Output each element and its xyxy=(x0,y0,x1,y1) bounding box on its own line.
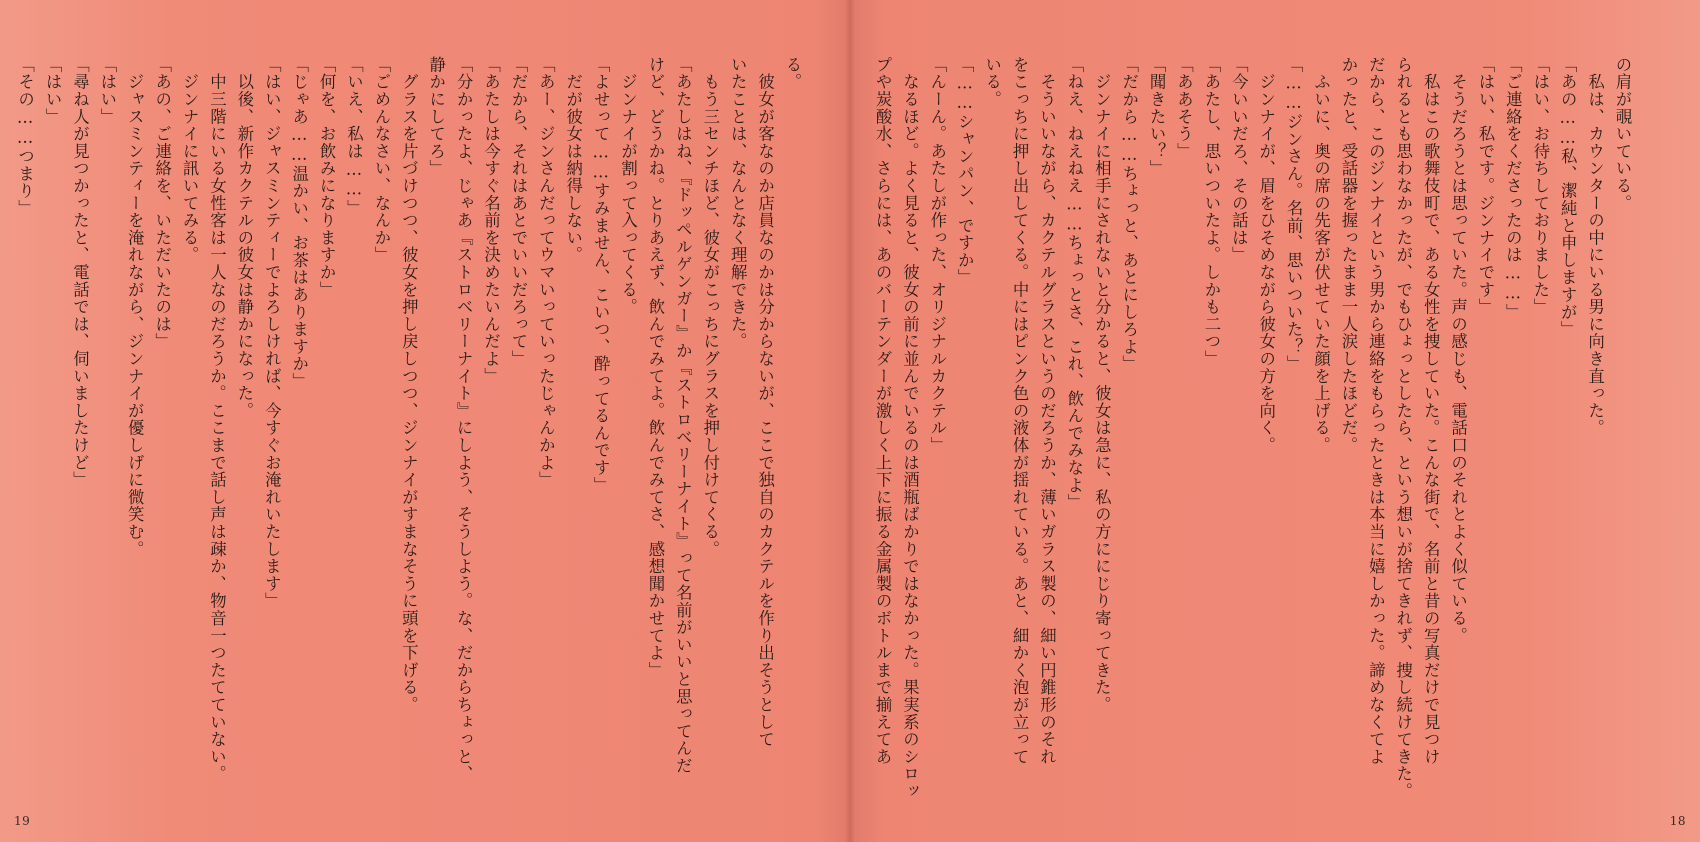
text-line: 「はい、ジャスミンティーでよろしければ、今すぐお淹れいたします」 xyxy=(262,56,282,610)
right-page-number: 18 xyxy=(1669,814,1686,828)
text-line: 「ああそう」 xyxy=(1174,56,1194,160)
left-page-number: 19 xyxy=(14,814,31,828)
text-line: いる。 xyxy=(982,56,1002,108)
text-line: 「あの……私、潔純と申しますが」 xyxy=(1558,56,1578,338)
text-line: もう三センチほど、彼女がこっちにグラスを押し付けてくる。 xyxy=(700,56,720,558)
book-gutter xyxy=(845,0,855,842)
text-line: をこっちに押し出してくる。中にはピンク色の液体が揺れている。あと、細かく泡が立って xyxy=(1010,56,1030,766)
text-line: グラスを片づけつつ、彼女を押し戻しつつ、ジンナイがすまなそうに頭を下げる。 xyxy=(399,56,419,714)
text-line: 「今いいだろ、その話は」 xyxy=(1229,56,1249,264)
text-line: そうだろうとは思っていた。声の感じも、電話口のそれとよく似ている。 xyxy=(1448,56,1468,645)
text-line: 私は、カウンターの中にいる男に向き直った。 xyxy=(1585,56,1605,437)
text-line: 「だから……ちょっと、あとにしろよ」 xyxy=(1119,56,1139,373)
text-line: 「尋ね人が見つかったと、電話では、伺いましたけど」 xyxy=(70,56,90,489)
text-line: 「だから、それはあとでいいだろって」 xyxy=(508,56,528,368)
text-line: ジンナイに相手にされないと分かると、彼女は急に、私の方ににじり寄ってきた。 xyxy=(1092,56,1112,714)
text-line: 「ねえ、ねえねえ……ちょっとさ、これ、飲んでみなよ」 xyxy=(1064,56,1084,511)
text-line: 「よせって……すみません、こいつ、酔ってるんです」 xyxy=(591,56,611,494)
text-line: 「じゃあ……温かい、お茶はありますか」 xyxy=(289,56,309,390)
text-line: 「何を、お飲みになりますか」 xyxy=(317,56,337,299)
text-line: 「あたしは今すぐ名前を決めたいんだよ」 xyxy=(481,56,501,385)
text-line: の肩が覗いている。 xyxy=(1613,56,1632,212)
text-line: 私はこの歌舞伎町で、ある女性を捜していた。こんな街で、名前と昔の写真だけで見つけ xyxy=(1421,56,1441,766)
text-line: 「はい」 xyxy=(43,56,63,126)
text-line: 「あたし、思いついたよ。しかも二つ」 xyxy=(1201,56,1221,368)
text-line: 「あー、ジンさんだってウマいっていったじゃんかよ」 xyxy=(536,56,556,489)
text-line: ジンナイが割って入ってくる。 xyxy=(618,56,638,316)
text-line: いたことは、なんとなく理解できた。 xyxy=(728,56,748,351)
text-line: 以後、新作カクテルの彼女は静かになった。 xyxy=(234,56,254,420)
text-line: 「あの、ご連絡を、いただいたのは」 xyxy=(152,56,172,351)
text-line: 中三階にいる女性客は一人なのだろうか。ここまで話し声は疎か、物音一つたてていない。 xyxy=(207,56,227,783)
text-line: 「聞きたい？」 xyxy=(1147,56,1167,178)
text-line: ジンナイが、眉をひそめながら彼女の方を向く。 xyxy=(1256,56,1276,454)
text-line: だから、このジンナイという男から連絡をもらったときは本当に嬉しかった。諦めなくてよ xyxy=(1366,56,1386,766)
left-page-text xyxy=(11,56,806,796)
right-page xyxy=(850,0,1700,842)
text-line: なるほど。よく見ると、彼女の前に並んでいるのは酒瓶ばかりではなかった。果実系のシロッ xyxy=(900,56,920,800)
text-line: 彼女が客なのか店員なのかは分からないが、ここで独自のカクテルを作り出そうとして xyxy=(755,56,775,748)
text-line: 「……シャンパン、ですか」 xyxy=(955,56,975,287)
text-line: 「はい、私です。ジンナイです」 xyxy=(1475,56,1495,316)
text-line: 「分かったよ、じゃあ『ストロベリーナイト』にしよう、そうしよう。な、だからちょっと、 xyxy=(454,56,474,783)
text-line: プや炭酸水、さらには、あのバーテンダーが激しく上下に振る金属製のボトルまで揃えてあ xyxy=(873,56,893,766)
text-line: ジンナイに訊いてみる。 xyxy=(180,56,200,264)
text-line: ふいに、奥の席の先客が伏せていた顔を上げる。 xyxy=(1311,56,1331,454)
text-line: 「いえ、私は……」 xyxy=(344,56,364,217)
text-line: 「その……つまり」 xyxy=(15,56,35,217)
text-line: 静かにしてろ」 xyxy=(426,56,446,178)
text-line: だが彼女は納得しない。 xyxy=(563,56,583,264)
text-line: 「はい、お待ちしておりました」 xyxy=(1530,56,1550,316)
text-line: そういいながら、カクテルグラスというのだろうか、薄いガラス製の、細い円錐形のそれ xyxy=(1037,56,1057,766)
text-line: 「……ジンさん。名前、思いついた？」 xyxy=(1284,56,1304,373)
text-line: ジャスミンティーを淹れながら、ジンナイが優しげに微笑む。 xyxy=(125,56,145,558)
text-line: 「はい」 xyxy=(97,56,117,126)
text-line: る。 xyxy=(783,56,802,91)
text-line: 「あたしはね、『ドッペルゲンガー』か『ストロベリーナイト』って名前がいいと思ってんだ xyxy=(673,56,693,775)
text-line: られるとも思わなかったが、でもひょっとしたら、という想いが捨てきれず、捜し続けてきた。 xyxy=(1393,56,1413,800)
right-page-text xyxy=(869,56,1636,800)
text-line: 「ごめんなさい、なんか」 xyxy=(371,56,391,264)
text-line: かったと、受話器を握ったまま一人涙したほどだ。 xyxy=(1338,56,1358,454)
text-line: 「ご連絡をくださったのは……」 xyxy=(1503,56,1523,321)
text-line: 「んーん。あたしが作った、オリジナルカクテル」 xyxy=(927,56,947,454)
text-line: けど、どうかね。とりあえず、飲んでみてよ。飲んでみてさ、感想聞かせてよ」 xyxy=(645,56,665,679)
